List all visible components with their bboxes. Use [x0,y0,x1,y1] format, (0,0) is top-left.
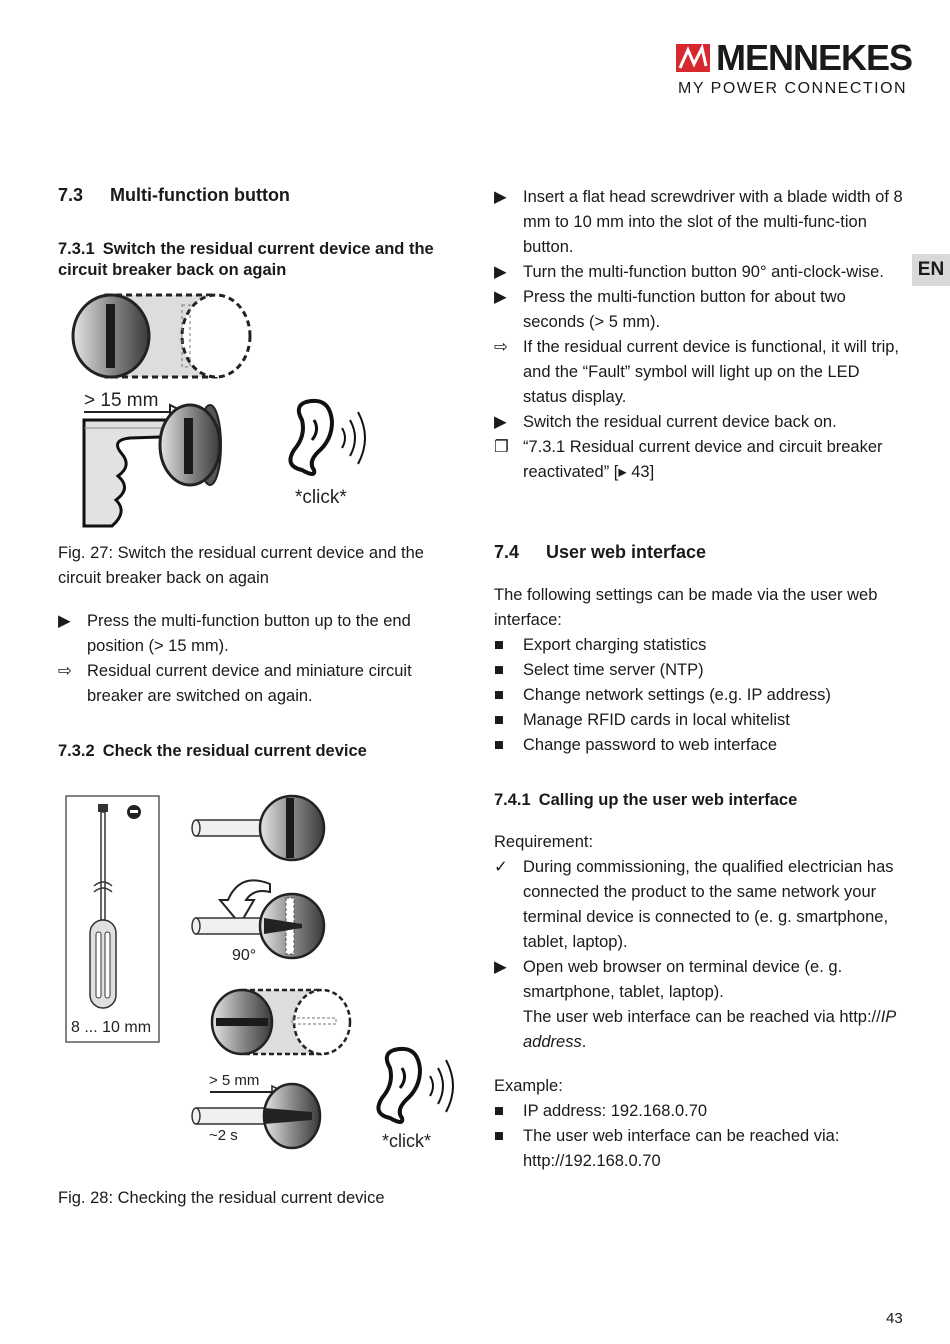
language-tab: EN [912,254,950,286]
section-number: 7.4 [494,542,520,562]
requirement-label: Requirement: [494,833,594,851]
step-text: Open web browser on terminal device (e. g. smartphone, tablet, laptop). [523,958,843,1001]
list-item [494,633,906,658]
subsection-title: Calling up the user web interface [538,791,798,809]
list-item [58,609,458,659]
item-text: IP address: 192.168.0.70 [523,1102,708,1120]
result-bullet: ⇨ [58,662,72,680]
subsection-number: 7.3.2 [58,742,95,760]
figure-27-caption: Fig. 27: Switch the residual current device and the circuit breaker back on again [58,544,424,587]
square-bullet: ■ [494,1127,504,1145]
item-text: Manage RFID cards in local whitelist [523,711,790,729]
list-item [494,435,906,485]
cross-reference-link[interactable]: “7.3.1 Residual current device and circuit breaker reactivated” [▸ 43] [523,438,883,481]
list-item [494,335,906,410]
mennekes-logo-icon [676,44,710,72]
section-title: Multi-function button [110,185,290,205]
page-number: 43 [886,1310,903,1327]
fig27-click-label: *click* [295,487,347,508]
fig28-distance-label: > 5 mm [209,1072,260,1089]
section-7-4-1-heading [494,790,906,811]
fig27-distance-label: > 15 mm [84,390,159,411]
section-7-3-1-heading [58,239,468,281]
step-bullet: ▶ [494,263,507,281]
step-bullet: ▶ [494,958,507,976]
square-bullet: ■ [494,711,504,729]
section-7-3-2-steps [494,185,906,485]
button-pressed-icon [160,405,221,485]
item-text: Change password to web interface [523,736,778,754]
item-text: Select time server (NTP) [523,661,704,679]
section-7-3-heading [58,185,290,206]
fig28-duration-label: ~2 s [209,1127,238,1144]
list-item [494,955,906,1055]
step-bullet: ▶ [58,612,71,630]
fig28-angle-label: 90° [232,947,257,964]
ip-address-placeholder: IP address [523,1008,896,1051]
example-list [494,1099,906,1174]
figure-28-caption: Fig. 28: Checking the residual current device [58,1189,385,1207]
rotate-step-icon [192,880,324,958]
list-item [494,260,906,285]
step-text: Press the multi-function button for about two seconds (> 5 mm). [523,288,846,331]
item-text: Export charging statistics [523,636,707,654]
step-text: Press the multi-function button up to the end position (> 15 mm). [87,612,411,655]
fig28-click-label: *click* [382,1131,432,1151]
list-item [494,410,906,435]
fig28-blade-label: 8 ... 10 mm [71,1019,152,1036]
ear-icon [290,401,365,474]
brand-logo [676,37,913,78]
button-unlocked-icon [212,990,350,1054]
reference-bullet: ❐ [494,438,509,456]
requirement-text: During commissioning, the qualified electrician has connected the product to the same network your terminal device is connected to (e. g. smartphone, tablet, laptop). [523,858,894,951]
list-item [494,1099,906,1124]
square-bullet: ■ [494,1102,504,1120]
square-bullet: ■ [494,636,504,654]
square-bullet: ■ [494,736,504,754]
subsection-title: Switch the residual current device and the circuit breaker back on again [58,240,434,279]
step-text: Turn the multi-function button 90° anti-clock-wise. [523,263,884,281]
list-item [494,658,906,683]
section-7-3-2-heading [58,741,468,762]
list-item [494,683,906,708]
subsection-number: 7.3.1 [58,240,95,258]
square-bullet: ■ [494,686,504,704]
square-bullet: ■ [494,661,504,679]
step-result-suffix: . [581,1033,587,1051]
result-bullet: ⇨ [494,338,508,356]
list-item [494,185,906,260]
list-item [494,733,906,758]
insert-step-icon [192,796,324,860]
section-7-3-1-steps [58,609,458,709]
item-text: The user web interface can be reached via: http://192.168.0.70 [523,1127,840,1170]
ear-icon [378,1049,453,1122]
step-bullet: ▶ [494,413,507,431]
section-title: User web interface [546,542,707,562]
item-text: Change network settings (e.g. IP address) [523,686,831,704]
button-before-icon [73,295,250,377]
section-7-4-1-steps [494,855,906,1055]
brand-tagline: MY POWER CONNECTION [678,80,908,97]
step-text: If the residual current device is functional, it will trip, and the “Fault” symbol will light up on the LED status display. [523,338,899,406]
subsection-number: 7.4.1 [494,791,531,809]
list-item [494,1124,906,1174]
section-7-4-heading [494,542,706,563]
brand-name: MENNEKES [716,37,913,78]
list-item [494,708,906,733]
screwdriver-icon [66,796,159,1042]
list-item [58,659,458,709]
step-bullet: ▶ [494,188,507,206]
example-label: Example: [494,1077,563,1095]
check-icon: ✓ [494,858,508,876]
step-text: Insert a flat head screwdriver with a blade width of 8 mm to 10 mm into the slot of the multi-func-tion button. [523,188,903,256]
section-7-4-intro: The following settings can be made via the user web interface: [494,586,878,629]
step-result-prefix: The user web interface can be reached via http:// [523,1008,881,1026]
figure-28-illustration [64,792,474,1162]
section-7-4-settings-list [494,633,906,758]
step-text: Residual current device and miniature circuit breaker are switched on again. [87,662,412,705]
figure-27-illustration [70,290,390,535]
section-number: 7.3 [58,185,84,205]
list-item [494,855,906,955]
step-bullet: ▶ [494,288,507,306]
subsection-title: Check the residual current device [102,742,367,760]
list-item [494,285,906,335]
step-text: Switch the residual current device back on. [523,413,837,431]
